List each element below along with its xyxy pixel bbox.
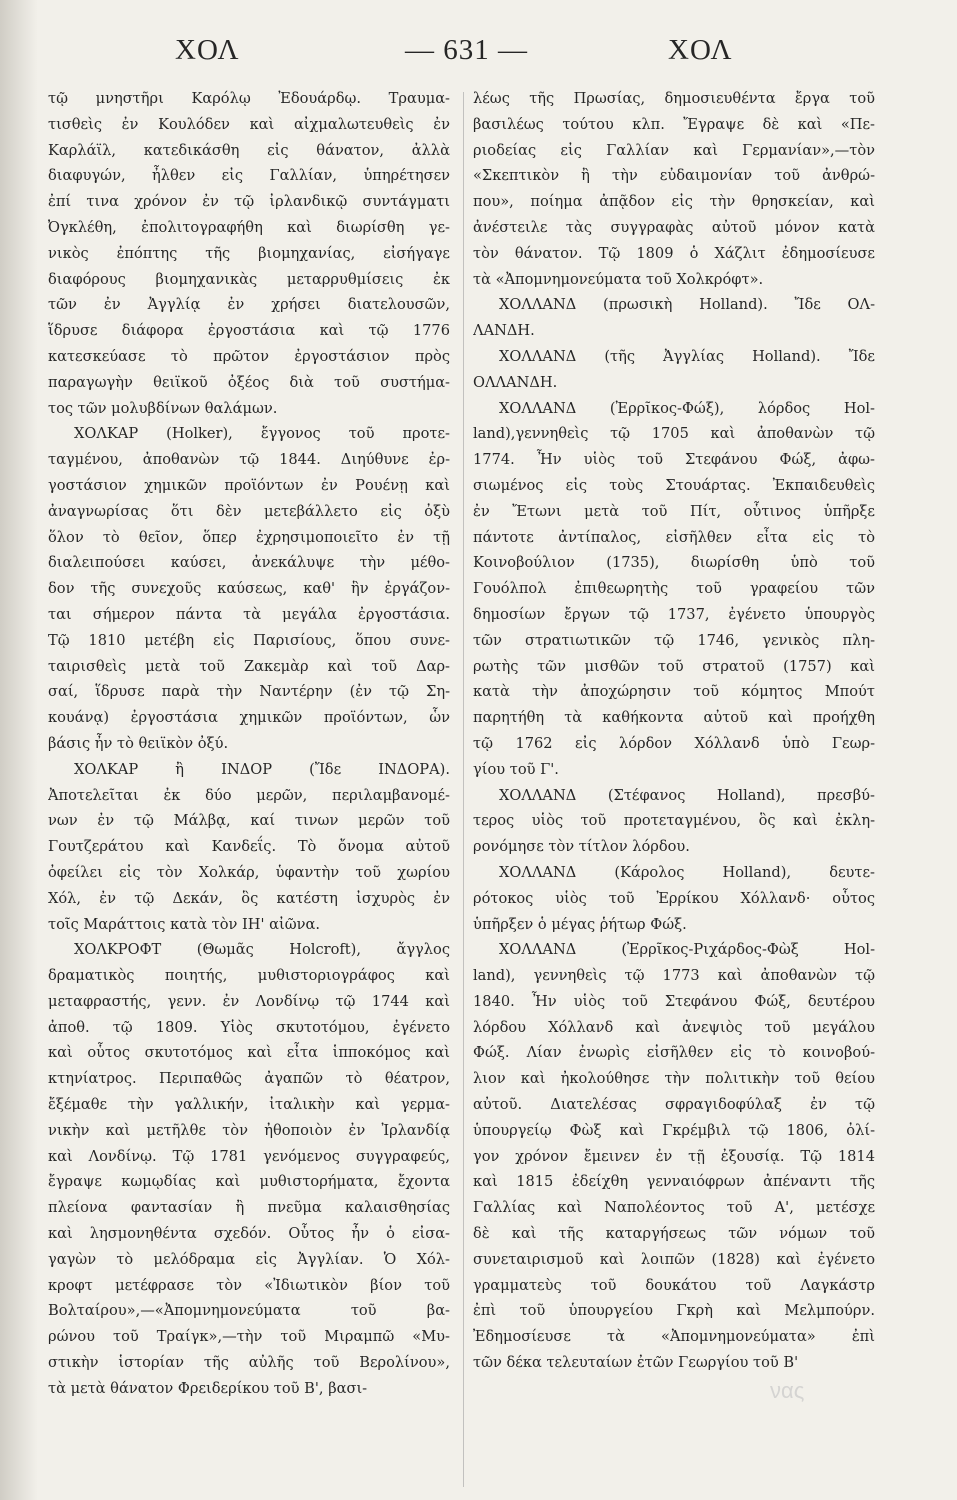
text-line: σιωμένος εἰς τοὺς Στουάρτας. Ἐκπαιδευθεὶς: [473, 476, 875, 494]
text-line: ἐν Ἔτωνι μετὰ τοῦ Πίτ, οὗτινος ὑπῆρξε: [473, 502, 875, 520]
text-line: Χόλ, ἐν τῷ Δεκάν, ὃς κατέστη ἰσχυρὸς ἐν: [48, 889, 450, 907]
text-line: λιον καὶ ἠκολούθησε τὴν πολιτικὴν τοῦ θείου: [473, 1070, 875, 1088]
text-line: κατὰ τὴν ἀποχώρησιν τοῦ κόμητος Μπούτ: [473, 683, 875, 701]
text-line: ΟΛΛΑΝΔΗ.: [473, 373, 558, 391]
text-line: ΧΟΛΛΑΝΔ (πρωσικὴ Holland). Ἴδε ΟΛ-: [499, 296, 875, 314]
text-line: καὶ λησμονηθέντα σχεδόν. Οὗτος ἦν ὁ εἰσα-: [48, 1225, 450, 1243]
text-line: τὰ μετὰ θάνατον Φρειδερίκου τοῦ Β', βασι-: [48, 1379, 368, 1397]
text-line: βασιλέως τούτου κλπ. Ἔγραψε δὲ καὶ «Πε-: [473, 115, 875, 133]
text-line: Γουόλπολ ἐπιθεωρητὴς τοῦ γραφείου τῶν: [473, 580, 875, 598]
text-line: τῶν στρατιωτικῶν τῷ 1746, γενικὸς πλη-: [473, 631, 875, 649]
text-line: δὲ καὶ τῆς καταργήσεως τῶν νόμων τοῦ: [473, 1225, 875, 1243]
right-column: [473, 86, 875, 1376]
text-line: δον τῆς συνεχοῦς καύσεως, καθ' ἣν ἐργάζον-: [48, 580, 450, 598]
text-line: νικὸς ἐπόπτης τῆς βιομηχανίας, εἰσήγαγε: [48, 244, 450, 262]
text-line: γραμματεὺς τοῦ δουκάτου τοῦ Λαγκάστρ: [473, 1276, 875, 1294]
text-line: ΧΟΛΛΑΝΔ (Στέφανος Holland), πρεσβύ-: [499, 786, 875, 804]
text-line: Ὀγκλέθη, ἐπολιτογραφήθη καὶ διωρίσθη γε-: [48, 218, 450, 236]
text-line: καὶ Λονδίνῳ. Τῷ 1781 γενόμενος συγγραφεύς,: [48, 1147, 450, 1165]
text-line: που», ποίημα ἀπᾷδον εἰς τὴν θρησκείαν, καὶ: [473, 193, 875, 211]
text-line: Τῷ 1810 μετέβη εἰς Παρισίους, ὅπου συνε-: [48, 631, 450, 649]
text-line: ἐπὶ τοῦ ὑπουργείου Γκρὴ καὶ Μελμπούρν.: [473, 1302, 875, 1320]
text-line: μεταφραστής, γενν. ἐν Λονδίνῳ τῷ 1744 καὶ: [48, 992, 450, 1010]
text-line: καὶ 1815 ἐδείχθη γενναιόφρων ἀπέναντι τῆς: [473, 1173, 875, 1191]
text-line: τερος υἱὸς τοῦ προτεταγμένου, ὃς καὶ ἐκλη-: [473, 812, 875, 830]
text-line: ΧΟΛΚΑΡ (Holker), ἔγγονος τοῦ προτε-: [74, 425, 450, 443]
text-line: βάσις ἦν τὸ θειϊκὸν ὀξύ.: [48, 734, 229, 752]
text-line: «Σκεπτικὸν ἢ τὴν εὐδαιμονίαν τοῦ ἀνθρώ-: [473, 167, 875, 185]
text-line: Φώξ. Λίαν ἐνωρὶς εἰσῆλθεν εἰς τὸ κοινοβού-: [473, 1044, 875, 1062]
text-line: ρώνου τοῦ Τραίγκ»,—τὴν τοῦ Μιραμπῶ «Μυ-: [48, 1328, 450, 1346]
text-line: τῷ 1762 εἰς λόρδον Χόλλανδ ὑπὸ Γεωρ-: [473, 734, 875, 752]
text-line: τῶν ἐν Ἀγγλίᾳ ἐν χρήσει διατελουσῶν,: [48, 296, 450, 314]
text-line: Καρλάϊλ, κατεδικάσθη εἰς θάνατον, ἀλλὰ: [48, 141, 450, 159]
text-line: τὸν θάνατον. Τῷ 1809 ὁ Χάζλιτ ἐδημοσίευσε: [473, 244, 875, 262]
text-line: γον χρόνον ἔμεινεν ἐν τῇ ἐξουσίᾳ. Τῷ 1814: [473, 1147, 875, 1165]
text-line: κροφτ μετέφρασε τὸν «Ἰδιωτικὸν βίον τοῦ: [48, 1276, 450, 1294]
text-line: land), γεννηθεὶς τῷ 1773 καὶ ἀποθανὼν τῷ: [473, 967, 875, 985]
watermark: νας: [770, 1378, 805, 1403]
text-line: ὀφείλει εἰς τὸν Χολκάρ, ὑφαντὴν τοῦ χωρίου: [48, 863, 450, 881]
text-line: πάντοτε ἀντίπαλος, εἰσῆλθεν εἶτα εἰς τὸ: [473, 528, 875, 546]
text-line: ΛΑΝΔΗ.: [473, 322, 535, 340]
column-divider: [463, 92, 464, 1487]
text-line: Γουτζεράτου καὶ Κανδεΐς. Τὸ ὄνομα αὐτοῦ: [48, 838, 450, 856]
text-line: land),γεννηθεὶς τῷ 1705 καὶ ἀποθανὼν τῷ: [473, 425, 875, 443]
text-line: στικὴν ἱστορίαν τῆς αὐλῆς τοῦ Βερολίνου»,: [48, 1354, 450, 1372]
text-line: ΧΟΛΛΑΝΔ (Ἐρρῖκος-Φώξ), λόρδος Hol-: [499, 399, 875, 417]
text-line: παρητήθη τὰ καθήκοντα αὐτοῦ καὶ προήχθη: [473, 709, 875, 727]
running-header: [0, 34, 957, 74]
text-line: γοστάσιον χημικῶν προϊόντων ἐν Ρουένῃ καὶ: [48, 476, 450, 494]
text-line: 1774. Ἦν υἱὸς τοῦ Στεφάνου Φώξ, ἀφω-: [473, 451, 875, 469]
text-line: νικὴν καὶ μετῆλθε τὸν ἠθοποιὸν ἐν Ἰρλανδίᾳ: [48, 1121, 450, 1139]
text-line: Κοινοβούλιον (1735), διωρίσθη ὑπὸ τοῦ: [473, 554, 875, 572]
text-line: ὑπῆρξεν ὁ μέγας ῥήτωρ Φώξ.: [473, 915, 687, 933]
text-line: ρονόμησε τὸν τίτλον λόρδου.: [473, 838, 690, 856]
text-line: ὑπουργείῳ Φὼξ καὶ Γκρέμβιλ τῷ 1806, ὀλί-: [473, 1121, 875, 1139]
text-line: ἵδρυσε διάφορα ἐργοστάσια καὶ τῷ 1776: [48, 322, 450, 340]
text-line: ΧΟΛΚΑΡ ἢ ΙΝΔΟΡ (Ἴδε ΙΝΔΟΡΑ).: [74, 760, 450, 778]
text-line: λέως τῆς Πρωσίας, δημοσιευθέντα ἔργα τοῦ: [473, 90, 875, 107]
text-line: καὶ οὗτος σκυτοτόμος καὶ εἶτα ἱπποκόμος καὶ: [48, 1044, 450, 1062]
text-line: κτηνίατρος. Περιπαθῶς ἀγαπῶν τὸ θέατρον,: [48, 1070, 450, 1088]
text-line: γαγὼν τὸ μελόδραμα εἰς Ἀγγλίαν. Ὁ Χόλ-: [48, 1250, 450, 1268]
binding-shadow: [0, 0, 38, 1500]
text-line: αὐτοῦ. Διατελέσας σφραγιδοφύλαξ ἐν τῷ: [473, 1096, 875, 1114]
text-line: ἔγραψε κωμῳδίας καὶ μυθιστορήματα, ἔχοντα: [48, 1173, 450, 1191]
page-number: — 631 —: [405, 34, 528, 66]
text-line: ρότοκος υἱὸς τοῦ Ἐρρίκου Χόλλανδ· οὗτος: [473, 889, 875, 907]
text-line: τοῖς Μαράττοις κατὰ τὸν ΙΗ' αἰῶνα.: [48, 915, 320, 933]
text-line: ΧΟΛΚΡΟΦΤ (Θωμᾶς Holcroft), ἄγγλος: [74, 941, 450, 959]
text-line: παραγωγὴν θειϊκοῦ ὀξέος διὰ τοῦ συστήμα-: [48, 373, 450, 391]
text-line: ἀνέστειλε τὰς συγγραφὰς αὐτοῦ μόνον κατὰ: [473, 218, 875, 236]
text-line: γίου τοῦ Γ'.: [473, 760, 559, 778]
text-line: ἀποθ. τῷ 1809. Υἱὸς σκυτοτόμου, ἐγένετο: [48, 1018, 450, 1036]
text-line: τος τῶν μολυβδίνων θαλάμων.: [48, 399, 278, 417]
text-line: διαλειπούσει καύσει, ἀνεκάλυψε τὴν μέθο-: [48, 554, 450, 572]
text-line: ΧΟΛΛΑΝΔ (Ἐρρῖκος-Ριχάρδος-Φὼξ Hol-: [499, 941, 875, 959]
text-line: Βολταίρου»,—«Ἀπομνημονεύματα τοῦ βα-: [48, 1302, 450, 1320]
text-line: ἐπί τινα χρόνον ἐν τῷ ἰρλανδικῷ συντάγματι: [48, 193, 450, 211]
text-line: διαφυγών, ἦλθεν εἰς Γαλλίαν, ὑπηρέτησεν: [48, 167, 450, 185]
text-line: λόρδου Χόλλανδ καὶ ἀνεψιὸς τοῦ μεγάλου: [473, 1018, 875, 1036]
text-line: συνεταιρισμοῦ καὶ λοιπῶν (1828) καὶ ἐγένετο: [473, 1250, 875, 1268]
text-line: Ἀποτελεῖται ἐκ δύο μερῶν, περιλαμβανομέ-: [48, 786, 450, 804]
text-line: δραματικὸς ποιητής, μυθιστοριογράφος καὶ: [48, 967, 450, 985]
text-line: κουάνᾳ) ἐργοστάσια χημικῶν προϊόντων, ὧν: [48, 709, 450, 727]
header-right-keyword: ΧΟΛ: [668, 34, 733, 66]
text-line: κατεσκεύασε τὸ πρῶτον ἐργοστάσιον πρὸς: [48, 347, 450, 365]
text-line: διαφόρους βιομηχανικὰς μεταρρυθμίσεις ἐκ: [48, 270, 450, 288]
text-line: ταγμένου, ἀποθανὼν τῷ 1844. Διηύθυνε ἐρ-: [48, 451, 450, 469]
text-line: ΧΟΛΛΑΝΔ (Κάρολος Holland), δευτε-: [499, 863, 875, 881]
text-line: δημοσίων ἔργων τῷ 1737, ἐγένετο ὑπουργὸς: [473, 605, 875, 623]
text-line: ριοδείας εἰς Γαλλίαν καὶ Γερμανίαν»,—τὸν: [473, 141, 875, 159]
header-left-keyword: ΧΟΛ: [175, 34, 240, 66]
text-line: 1840. Ἦν υἱὸς τοῦ Στεφάνου Φώξ, δευτέρου: [473, 992, 875, 1010]
text-line: τῶν δέκα τελευταίων ἐτῶν Γεωργίου τοῦ Β': [473, 1354, 799, 1372]
text-line: ται σήμερον πάντα τὰ μεγάλα ἐργοστάσια.: [48, 605, 450, 623]
text-line: ὅλον τὸ θεῖον, ὅπερ ἐχρησιμοποιεῖτο ἐν τῇ: [48, 528, 450, 546]
text-line: ταιρισθεὶς μετὰ τοῦ Ζακεμὰρ καὶ τοῦ Δαρ-: [48, 657, 450, 675]
text-line: τισθεὶς ἐν Κουλόδεν καὶ αἰχμαλωτευθεὶς ἐν: [48, 115, 450, 133]
text-line: νων ἐν τῷ Μάλβᾳ, καί τινων μερῶν τοῦ: [48, 812, 450, 830]
text-line: ρωτὴς τῶν μισθῶν τοῦ στρατοῦ (1757) καὶ: [473, 657, 875, 675]
text-line: τῷ μνηστῆρι Καρόλῳ Ἐδουάρδῳ. Τραυμα-: [48, 90, 450, 107]
text-line: τὰ «Ἀπομνημονεύματα τοῦ Χολκρόφτ».: [473, 270, 764, 288]
text-line: Γαλλίας καὶ Ναπολέοντος τοῦ Α', μετέσχε: [473, 1199, 875, 1217]
text-line: σαί, ἵδρυσε παρὰ τὴν Ναντέρην (ἐν τῷ Ση-: [48, 683, 450, 701]
text-line: πλείονα φαντασίαν ἢ πνεῦμα καλαισθησίας: [48, 1199, 450, 1217]
text-line: Ἐδημοσίευσε τὰ «Ἀπομνημονεύματα» ἐπὶ: [473, 1328, 875, 1346]
text-line: ἀναγνωρίσας ὅτι δὲν μετεβάλλετο εἰς ὀξὺ: [48, 502, 450, 520]
text-line: ἔξέμαθε τὴν γαλλικήν, ἰταλικὴν καὶ γερμα-: [48, 1096, 450, 1114]
left-column: [48, 86, 450, 1402]
text-line: ΧΟΛΛΑΝΔ (τῆς Ἀγγλίας Holland). Ἴδε: [499, 347, 875, 365]
